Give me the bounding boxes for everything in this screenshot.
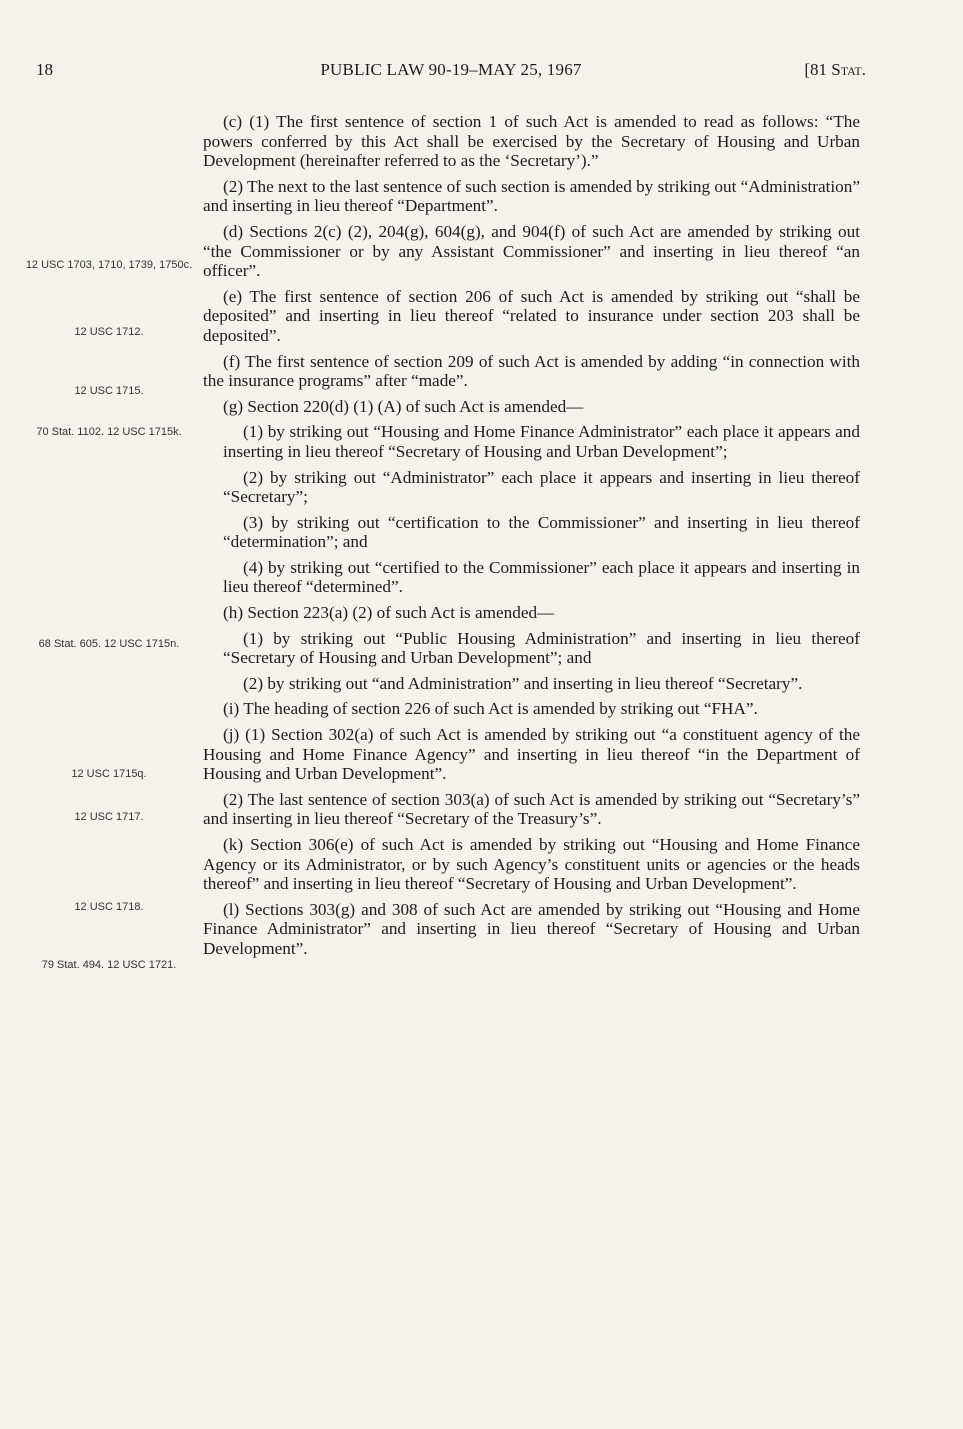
margin-note: 12 USC 1712.: [74, 326, 144, 338]
paragraph-h2: (2) by striking out “and Administration” and inserting in lieu thereof “Secretary”.: [243, 673, 803, 693]
paragraph-j2: (2) The last sentence of section 303(a) of such Act is amended by striking out “Secretary’s” and inserting in lieu thereof “Secretary of the Treasury’s”.: [203, 789, 860, 829]
margin-note: 68 Stat. 605. 12 USC 1715n.: [38, 638, 180, 650]
margin-note: 70 Stat. 1102. 12 USC 1715k.: [36, 426, 182, 438]
margin-note: 12 USC 1703, 1710, 1739, 1750c.: [25, 259, 193, 271]
paragraph-g3: (3) by striking out “certification to the Commissioner” and inserting in lieu thereof “determination”; and: [223, 512, 860, 552]
page-title: PUBLIC LAW 90-19–MAY 25, 1967: [320, 60, 582, 79]
paragraph-g: (g) Section 220(d) (1) (A) of such Act is amended—: [223, 396, 584, 416]
margin-note: 12 USC 1717.: [74, 811, 144, 823]
paragraph-k: (k) Section 306(e) of such Act is amended by striking out “Housing and Home Finance Agency or its Administrator, or by such Agency’s constituent units or agencies or the heads thereof” and inserting in lieu thereof “Secretary of Housing and Urban Development”.: [203, 835, 860, 894]
paragraph-g2: (2) by striking out “Administrator” each place it appears and inserting in lieu thereof “Secretary”;: [223, 467, 860, 507]
margin-note: 12 USC 1715.: [74, 385, 144, 397]
page-number: 18: [36, 60, 53, 79]
margin-note: 79 Stat. 494. 12 USC 1721.: [41, 959, 177, 971]
paragraph-d: (d) Sections 2(c) (2), 204(g), 604(g), and 904(f) of such Act are amended by striking out “the Commissioner or by any Assistant Commissioner” and inserting in lieu thereof “an officer”.: [203, 221, 860, 281]
page-header: [36, 60, 866, 86]
margin-note: 12 USC 1715q.: [71, 768, 147, 780]
paragraph-g1: (1) by striking out “Housing and Home Finance Administrator” each place it appears and inserting in lieu thereof “Secretary of Housing and Urban Development”;: [223, 422, 860, 461]
paragraph-c1: (c) (1) The first sentence of section 1 of such Act is amended to read as follows: “The powers conferred by this Act shall be exercised by the Secretary of Housing and Urban Development (hereinafter referred to as the ‘Secretary’).”: [203, 112, 860, 171]
paragraph-g4: (4) by striking out “certified to the Commissioner” each place it appears and inserting in lieu thereof “determined”.: [223, 557, 860, 597]
paragraph-h: (h) Section 223(a) (2) of such Act is amended—: [223, 603, 555, 623]
paragraph-l: (l) Sections 303(g) and 308 of such Act are amended by striking out “Housing and Home Finance Administrator” and inserting in lieu thereof “Secretary of Housing and Urban Development”.: [203, 899, 860, 958]
statute-reference: [81 Stat.: [804, 60, 866, 79]
paragraph-f: (f) The first sentence of section 209 of such Act is amended by adding “in connection with the insurance programs” after “made”.: [203, 351, 860, 391]
paragraph-i: (i) The heading of section 226 of such Act is amended by striking out “FHA”.: [223, 699, 758, 719]
paragraph-c2: (2) The next to the last sentence of such section is amended by striking out “Administration” and inserting in lieu thereof “Department”.: [203, 176, 860, 216]
body-text: [203, 112, 860, 965]
margin-note: 12 USC 1718.: [74, 901, 144, 913]
paragraph-h1: (1) by striking out “Public Housing Administration” and inserting in lieu thereof “Secretary of Housing and Urban Development”; and: [223, 628, 860, 668]
paragraph-e: (e) The first sentence of section 206 of such Act is amended by striking out “shall be deposited” and inserting in lieu thereof “related to insurance under section 203 shall be deposited”.: [203, 286, 860, 345]
paragraph-j1: (j) (1) Section 302(a) of such Act is amended by striking out “a constituent agency of the Housing and Home Finance Agency” and inserting in lieu thereof “in the Department of Housing and Urban Development”.: [203, 725, 860, 784]
